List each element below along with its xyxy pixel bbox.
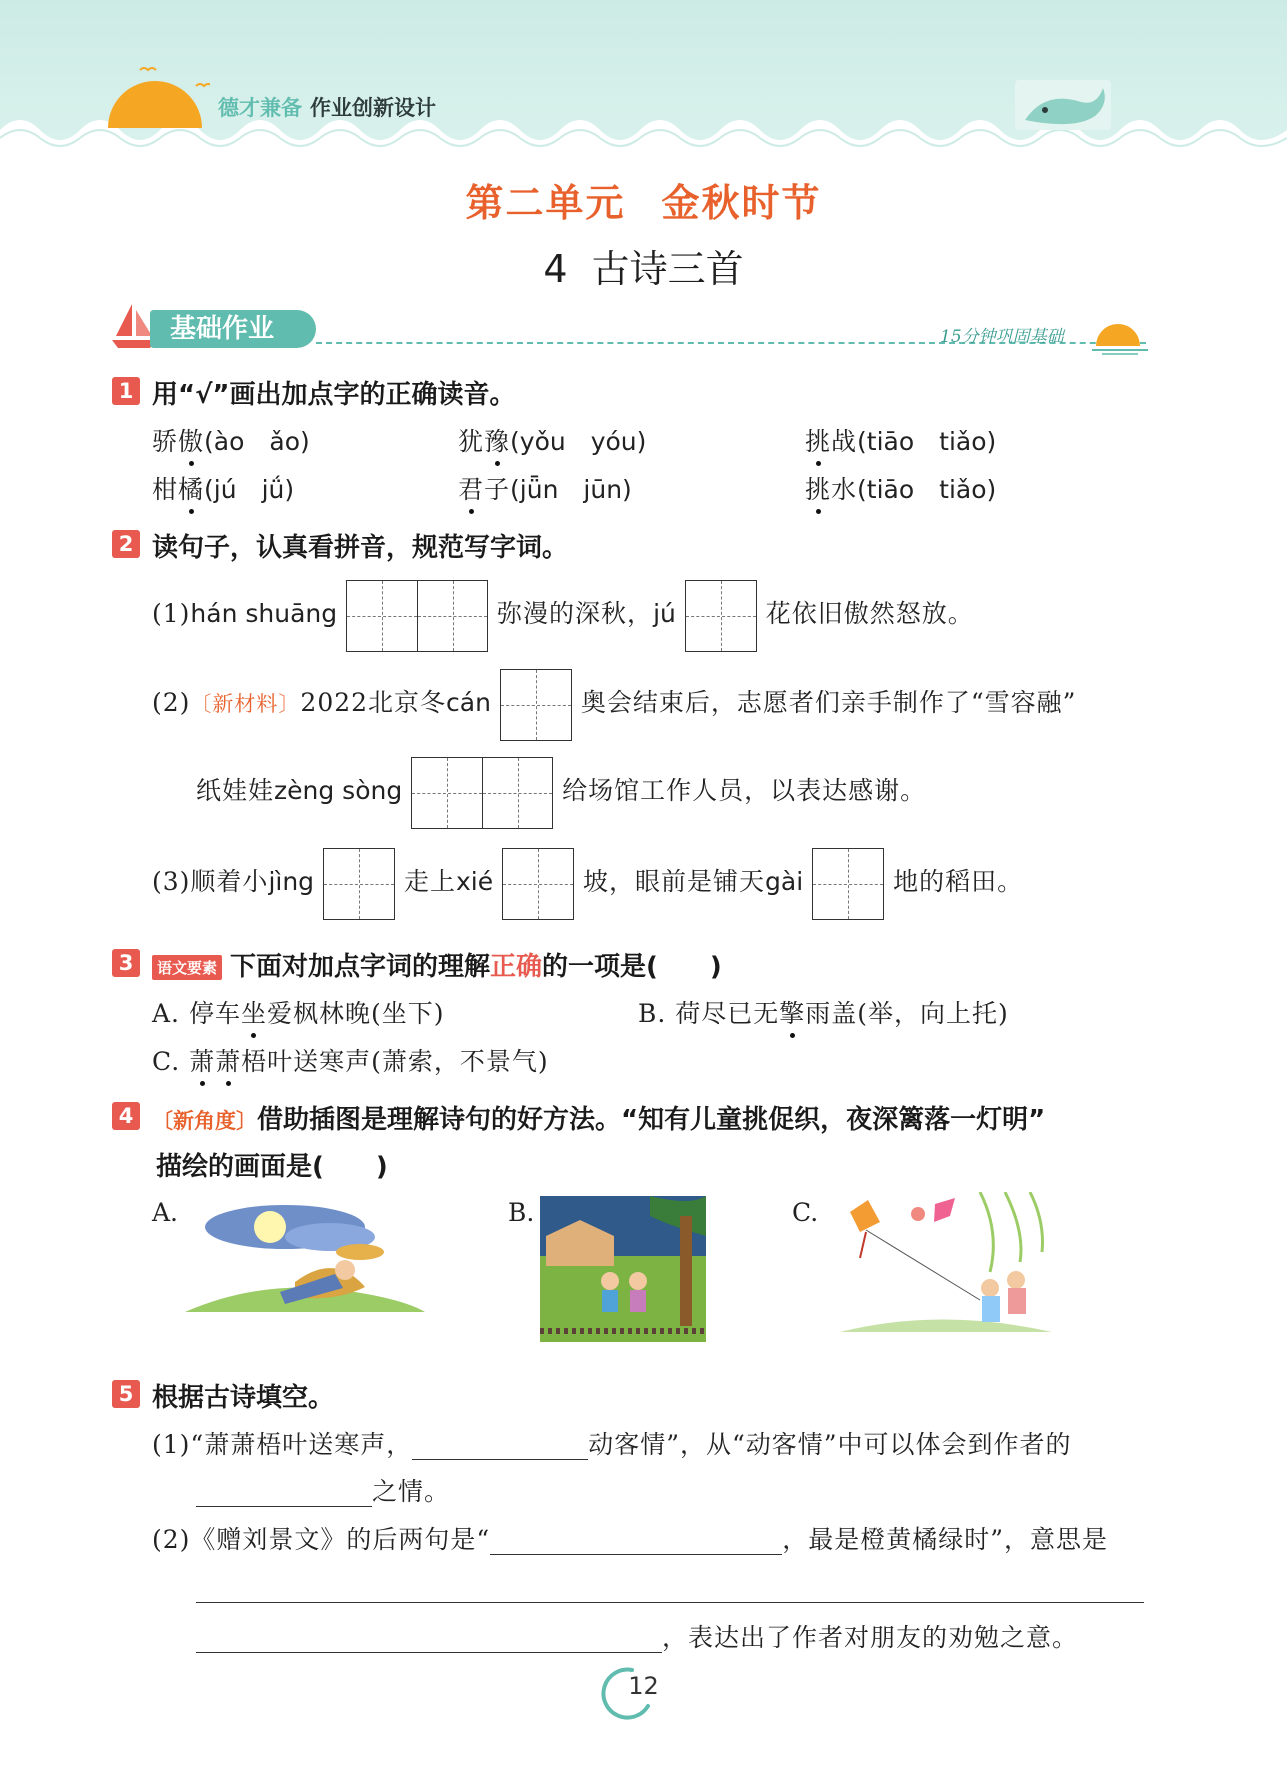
- q1-item-3-pinyin: (tiāo tiǎo): [857, 427, 997, 456]
- q4-number: 4: [112, 1102, 140, 1130]
- q2-s2-text-3: 纸娃娃: [196, 776, 275, 805]
- q1-item-1-pinyin: (ào ǎo): [204, 427, 310, 456]
- q2-s3-label: (3): [152, 867, 191, 896]
- q5-blank-2[interactable]: [196, 1477, 372, 1507]
- lesson-name: 古诗三首: [591, 247, 744, 291]
- q4-prompt-text-1: 借助插图是理解诗句的好方法。“知有儿童挑促织，夜深篱落一灯明”: [257, 1105, 1046, 1135]
- q2-s3-text-1: 顺着小: [190, 867, 269, 896]
- q1-item-5-dotted: 君: [458, 470, 484, 506]
- q3-option-c-dotted-2: 萧: [215, 1042, 241, 1078]
- q3-option-a-post: 爱枫林晚(坐下): [266, 999, 445, 1028]
- q3-option-c-post: 梧叶送寒声(萧索，不景气): [241, 1047, 549, 1076]
- q5-l2-text-1: (2)《赠刘景文》的后两句是“: [152, 1525, 491, 1554]
- q5-line-1: [152, 1425, 1072, 1461]
- q1-item-1-pre: 骄: [152, 427, 179, 456]
- section-banner: 基础作业: [150, 310, 316, 348]
- q2-s2-label: (2): [152, 688, 191, 717]
- q2-s3-answer-box-2[interactable]: [502, 848, 574, 920]
- q5-l3-text: ，表达出了作者对朋友的劝勉之意。: [662, 1623, 1079, 1652]
- q2-s2-pinyin-1: cán: [446, 688, 491, 717]
- q5-blank-4[interactable]: [196, 1602, 1144, 1603]
- q4-tag: 〔新角度〕: [152, 1109, 257, 1133]
- q1-item-6-post: 水: [831, 475, 858, 504]
- q5-l1-text-1: (1)“萧萧梧叶送寒声，: [152, 1430, 413, 1459]
- q1-item-5-post: 子: [484, 475, 511, 504]
- whale-icon: [1015, 76, 1115, 132]
- q2-sentence-2-line-2: [196, 754, 926, 829]
- q2-sentence-1: [152, 577, 974, 652]
- q5-blank-3[interactable]: [490, 1525, 782, 1555]
- q2-prompt: 读句子，认真看拼音，规范写字词。: [152, 533, 569, 563]
- q3-prompt-post: 的一项是( ): [542, 952, 722, 982]
- q1-item-4-dotted: 橘: [178, 470, 204, 506]
- q5-line-2: [196, 1472, 450, 1508]
- q3-option-c[interactable]: [152, 1042, 549, 1078]
- unit-title-name: 金秋时节: [661, 181, 822, 225]
- q1-item-2: [458, 422, 646, 458]
- q1-item-1: [152, 422, 310, 458]
- q2-s2-answer-boxes-2[interactable]: [411, 757, 553, 829]
- q1-item-6-pinyin: (tiāo tiǎo): [857, 475, 997, 504]
- q2-s3-answer-box-3[interactable]: [812, 848, 884, 920]
- unit-title-number: 第二单元: [465, 181, 626, 225]
- q3-prompt-emphasis: 正确: [490, 952, 543, 982]
- q3-option-a[interactable]: [152, 994, 444, 1030]
- q3-option-b-dotted: 擎: [779, 994, 805, 1030]
- q5-line-3: [152, 1520, 1108, 1556]
- q2-s2-pinyin-2: zèng sòng: [274, 776, 403, 805]
- q1-item-1-dotted: 傲: [178, 422, 204, 458]
- q4-option-b-image[interactable]: [540, 1196, 706, 1342]
- q5-blank-5[interactable]: [196, 1623, 662, 1653]
- q2-s3-text-2: 走上: [403, 867, 456, 896]
- q1-item-3-dotted: 挑: [805, 422, 831, 458]
- q1-item-6: [805, 470, 996, 506]
- q2-s1-pinyin-2: jú: [653, 599, 676, 628]
- q1-item-6-dotted: 挑: [805, 470, 831, 506]
- lesson-number: 4: [543, 247, 568, 291]
- q3-option-b-pre: B. 荷尽已无: [638, 999, 780, 1028]
- q4-option-c-label[interactable]: C.: [792, 1198, 819, 1227]
- q2-s1-text-1: 弥漫的深秋，: [497, 599, 654, 628]
- brand-title: [218, 92, 436, 122]
- q2-s1-answer-box-2[interactable]: [685, 580, 757, 652]
- q3-option-b-post: 雨盖(举，向上托): [805, 999, 1009, 1028]
- q2-s1-label: (1): [152, 599, 191, 628]
- unit-title: [0, 172, 1287, 227]
- section-subtitle: 15分钟巩固基础: [940, 327, 1064, 347]
- q3-tag: 语文要素: [152, 955, 222, 980]
- q2-s2-text-4: 给场馆工作人员，以表达感谢。: [562, 776, 927, 805]
- q2-s3-text-4: 地的稻田。: [893, 867, 1024, 896]
- q2-s3-pinyin-1: jìng: [268, 867, 315, 896]
- q3-number: 3: [112, 949, 140, 977]
- q2-s1-text-2: 花依旧傲然怒放。: [765, 599, 974, 628]
- q3-option-c-pre: C.: [152, 1047, 190, 1076]
- q2-sentence-2-line-1: [152, 666, 1076, 741]
- small-sun-icon: [1092, 312, 1148, 356]
- q4-prompt-line-1: [152, 1099, 1045, 1136]
- q1-item-5-pinyin: (jǖn jūn): [510, 475, 632, 504]
- q3-option-a-pre: A. 停车: [152, 999, 241, 1028]
- q2-s2-tag: 〔新材料〕: [190, 692, 301, 716]
- q2-s3-answer-box-1[interactable]: [323, 848, 395, 920]
- q1-prompt: 用“√”画出加点字的正确读音。: [152, 380, 516, 410]
- q4-option-b-label[interactable]: B.: [508, 1198, 535, 1227]
- q1-item-4-pinyin: (jú jǘ): [204, 475, 295, 504]
- q3-option-a-dotted: 坐: [241, 994, 267, 1030]
- q1-item-2-pre: 犹: [458, 427, 485, 456]
- q1-item-4: [152, 470, 294, 506]
- q2-s2-text-2: 奥会结束后，志愿者们亲手制作了“雪容融”: [580, 688, 1077, 717]
- q5-prompt: 根据古诗填空。: [152, 1383, 335, 1413]
- q5-line-5: [196, 1618, 1078, 1654]
- q2-sentence-3: [152, 845, 1023, 920]
- q5-l2-text-2: ，最是橙黄橘绿时”，意思是: [782, 1525, 1108, 1554]
- q3-option-c-dotted-1: 萧: [189, 1042, 215, 1078]
- q2-number: 2: [112, 530, 140, 558]
- q2-s3-text-3: 坡，眼前是铺天: [583, 867, 766, 896]
- q2-s2-text-1: 2022北京冬: [300, 688, 447, 717]
- q5-number: 5: [112, 1380, 140, 1408]
- q1-item-3-post: 战: [831, 427, 858, 456]
- q2-s3-pinyin-2: xié: [455, 867, 494, 896]
- q2-s2-answer-box-1[interactable]: [500, 669, 572, 741]
- q1-item-2-dotted: 豫: [484, 422, 510, 458]
- q1-number: 1: [112, 377, 140, 405]
- q4-option-c-image[interactable]: [830, 1192, 1052, 1342]
- brand-part2: 作业创新设计: [310, 96, 436, 120]
- q1-item-2-pinyin: (yǒu yóu): [510, 427, 647, 456]
- sunset-icon: [100, 58, 210, 128]
- page-number: 12: [628, 1672, 659, 1700]
- q5-blank-1[interactable]: [412, 1430, 588, 1460]
- q3-option-b[interactable]: [638, 994, 1009, 1030]
- q1-item-4-pre: 柑: [152, 475, 179, 504]
- lesson-title: [0, 238, 1287, 293]
- q2-s1-pinyin-1: hán shuāng: [190, 599, 338, 628]
- q1-item-3: [805, 422, 996, 458]
- q2-s3-pinyin-3: gài: [765, 867, 804, 896]
- q3-prompt-pre: 下面对加点字词的理解: [230, 952, 491, 982]
- q3-prompt: [152, 946, 722, 983]
- q1-item-5: [458, 470, 632, 506]
- q5-l1-text-3: 之情。: [372, 1477, 451, 1506]
- q4-prompt-line-2: 描绘的画面是( ): [156, 1152, 388, 1182]
- q4-option-a-label[interactable]: A.: [152, 1198, 179, 1227]
- q4-option-a-image[interactable]: [185, 1192, 425, 1322]
- brand-part1: 德才兼备: [218, 96, 302, 120]
- q5-l1-text-2: 动客情”，从“动客情”中可以体会到作者的: [588, 1430, 1072, 1459]
- q2-s1-answer-boxes-1[interactable]: [346, 580, 488, 652]
